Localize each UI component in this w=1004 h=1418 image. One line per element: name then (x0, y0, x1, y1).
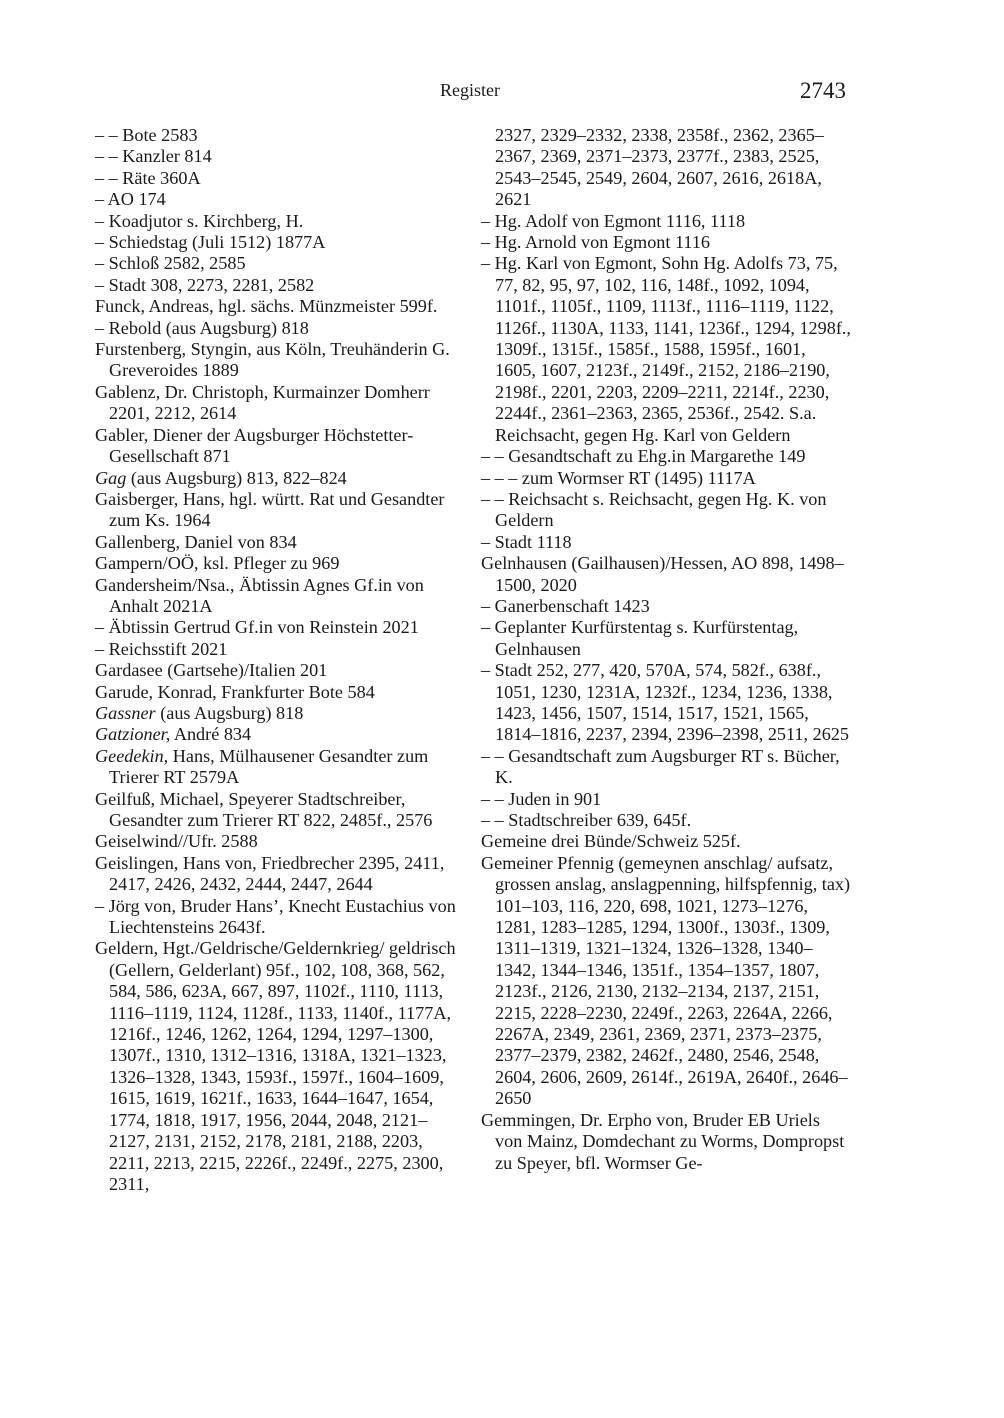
index-entry (481, 617, 851, 660)
index-entry-text: Geiselwind//Ufr. 2588 (95, 831, 258, 852)
index-entry (95, 703, 467, 724)
index-entry-text: Gemeine drei Bünde/Schweiz 525f. (481, 831, 741, 852)
index-entry-text: , Hans, Mülhausener Gesandter zum Trierer RT 2579A (109, 745, 429, 788)
index-entry (95, 125, 467, 146)
index-entry (481, 211, 851, 232)
index-column-left (95, 125, 467, 1195)
index-entry-italic-name: Geedekin (95, 745, 164, 766)
index-entry (481, 253, 851, 446)
index-entry (95, 189, 467, 210)
index-entry-text: – Schloß 2582, 2585 (95, 253, 246, 274)
index-entry-text: – Jörg von, Bruder Hans’, Knecht Eustachius von Liechtensteins 2643f. (95, 895, 456, 938)
index-entry-italic-name: Gag (95, 467, 127, 488)
index-entry (95, 789, 467, 832)
index-entry-italic-name: Gassner (95, 702, 156, 723)
index-entry-text: – Rebold (aus Augsburg) 818 (95, 317, 309, 338)
index-entry-text: Gemeiner Pfennig (gemeynen anschlag/ aufsatz, grossen anslag, anslagpenning, hilfspfennig, tax) 101–103, 116, 220, 698, 1021, 1273–1276, 1281, 1283–1285, 1294, 1300f., 1303f., 1309, 1311–1319, 1321–1324, 1326–1328, 1340–1342, 1344–1346, 1351f., 1354–1357, 1807, 2123f., 2126, 2130, 2132–2134, 2137, 2151, 2215, 2228–2230, 2249f., 2263, 2264A, 2266, 2267A, 2349, 2361, 2369, 2371, 2373–2375, 2377–2379, 2382, 2462f., 2480, 2546, 2548, 2604, 2606, 2609, 2614f., 2619A, 2640f., 2646–2650 (481, 852, 851, 1109)
index-entry-text: Gaisberger, Hans, hgl. württ. Rat und Gesandter zum Ks. 1964 (95, 488, 445, 531)
index-entry-text: Geldern, Hgt./Geldrische/Geldernkrieg/ geldrisch (Gellern, Gelderlant) 95f., 102, 108, 368, 562, 584, 586, 623A, 667, 897, 1102f., 1110, 1113, 1116–1119, 1124, 1128f., 1133, 1140f., 1177A, 1216f., 1246, 1262, 1264, 1294, 1297–1300, 1307f., 1310, 1312–1316, 1318A, 1321–1323, 1326–1328, 1343, 1593f., 1597f., 1604–1609, 1615, 1619, 1621f., 1633, 1644–1647, 1654, 1774, 1818, 1917, 1956, 2044, 2048, 2121–2127, 2131, 2152, 2178, 2181, 2188, 2203, 2211, 2213, 2215, 2226f., 2249f., 2275, 2300, 2311, (95, 938, 456, 1194)
index-entry (95, 660, 467, 681)
index-entry (95, 617, 467, 638)
index-entry-text: – Äbtissin Gertrud Gf.in von Reinstein 2021 (95, 617, 419, 638)
index-entry-text: Gandersheim/Nsa., Äbtissin Agnes Gf.in von Anhalt 2021A (95, 574, 424, 616)
index-entry (95, 296, 467, 317)
index-column-right (481, 125, 851, 1174)
page-number: 2743 (800, 78, 846, 103)
index-entry-text: – Stadt 308, 2273, 2281, 2582 (95, 274, 315, 295)
index-entry (95, 553, 467, 574)
index-entry (95, 575, 467, 618)
index-entry-text: – Koadjutor s. Kirchberg, H. (95, 210, 304, 231)
index-entry-text: – – – zum Wormser RT (1495) 1117A (481, 467, 756, 488)
index-entry (95, 639, 467, 660)
index-entry (95, 253, 467, 274)
index-entry (481, 596, 851, 617)
index-entry-text: – – Bote 2583 (95, 125, 198, 145)
index-entry-text: – AO 174 (95, 189, 166, 210)
index-entry-text: Gemmingen, Dr. Erpho von, Bruder EB Uriels von Mainz, Domdechant zu Worms, Dompropst zu Speyer, bfl. Wormser Ge- (481, 1109, 845, 1173)
index-entry-text: Furstenberg, Styngin, aus Köln, Treuhänderin G. Greveroides 1889 (95, 339, 450, 381)
index-entry (95, 489, 467, 532)
index-entry (95, 938, 467, 1195)
index-entry (481, 831, 851, 852)
index-entry-text: – – Gesandtschaft zum Augsburger RT s. Bücher, K. (481, 745, 840, 788)
index-entry-text: (aus Augsburg) 813, 822–824 (126, 467, 347, 488)
index-entry-text: – Stadt 1118 (481, 531, 572, 552)
index-entry (95, 425, 467, 468)
index-entry-text: – Ganerbenschaft 1423 (481, 595, 650, 616)
index-entry-text: André 834 (170, 724, 252, 745)
index-entry (95, 339, 467, 382)
index-entry-italic-name: Gatzioner, (95, 724, 171, 745)
index-entry (481, 468, 851, 489)
index-entry (481, 489, 851, 532)
index-entry (481, 553, 851, 596)
index-entry-text: Gampern/OÖ, ksl. Pfleger zu 969 (95, 553, 340, 574)
index-entry-text: – Hg. Adolf von Egmont 1116, 1118 (481, 210, 746, 231)
index-entry-text: Geislingen, Hans von, Friedbrecher 2395, 2411, 2417, 2426, 2432, 2444, 2447, 2644 (95, 852, 445, 895)
index-entry-text: – – Juden in 901 (481, 788, 602, 809)
index-entry (95, 532, 467, 553)
index-entry (95, 682, 467, 703)
running-header: Register (440, 80, 500, 100)
index-entry-text: Garude, Konrad, Frankfurter Bote 584 (95, 681, 375, 702)
index-entry-text: Gardasee (Gartsehe)/Italien 201 (95, 660, 328, 681)
index-entry-text: – – Kanzler 814 (95, 146, 212, 167)
index-entry-text: – Schiedstag (Juli 1512) 1877A (95, 232, 326, 253)
index-entry (95, 275, 467, 296)
index-entry-text: – – Stadtschreiber 639, 645f. (481, 810, 692, 830)
index-entry (481, 446, 851, 467)
index-entry-text: – – Gesandtschaft zu Ehg.in Margarethe 149 (481, 446, 806, 467)
index-entry-text: – Hg. Karl von Egmont, Sohn Hg. Adolfs 73, 75, 77, 82, 95, 97, 102, 116, 148f., 1092, 1094, 1101f., 1105f., 1109, 1113f., 1116–1119, 1122, 1126f., 1130A, 1133, 1141, 1236f., 1294, 1298f., 1309f., 1315f., 1585f., 1588, 1595f., 1601, 1605, 1607, 2123f., 2149f., 2152, 2186–2190, 2198f., 2201, 2203, 2209–2211, 2214f., 2230, 2244f., 2361–2363, 2365, 2536f., 2542. S.a. Reichsacht, gegen Hg. Karl von Geldern (481, 253, 851, 445)
index-entry (95, 896, 467, 939)
index-entry-text: – Hg. Arnold von Egmont 1116 (481, 232, 711, 253)
index-entry (95, 318, 467, 339)
index-entry-text: – Geplanter Kurfürstentag s. Kurfürstentag, Gelnhausen (481, 617, 799, 659)
index-entry-text: – Stadt 252, 277, 420, 570A, 574, 582f., 638f., 1051, 1230, 1231A, 1232f., 1234, 1236, 1338, 1423, 1456, 1507, 1514, 1517, 1521, 1565, 1814–1816, 2237, 2394, 2396–2398, 2511, 2625 (481, 660, 849, 745)
index-entry (481, 810, 851, 831)
index-entry (481, 746, 851, 789)
index-entry-text: Geilfuß, Michael, Speyerer Stadtschreiber, Gesandter zum Trierer RT 822, 2485f., 2576 (95, 788, 433, 830)
index-entry (481, 660, 851, 746)
index-entry (481, 532, 851, 553)
index-entry (95, 746, 467, 789)
index-entry-text: Gallenberg, Daniel von 834 (95, 531, 297, 552)
index-entry-text: Funck, Andreas, hgl. sächs. Münzmeister 599f. (95, 296, 438, 317)
index-entry (95, 168, 467, 189)
index-entry-text: Gabler, Diener der Augsburger Höchstetter-Gesellschaft 871 (95, 424, 414, 467)
index-entry (95, 232, 467, 253)
index-entry-text: – Reichsstift 2021 (95, 638, 228, 659)
index-entry-text: (aus Augsburg) 818 (155, 702, 304, 723)
index-entry (95, 724, 467, 745)
index-entry-text: 2327, 2329–2332, 2338, 2358f., 2362, 2365–2367, 2369, 2371–2373, 2377f., 2383, 2525, 2543–2545, 2549, 2604, 2607, 2616, 2618A, 2621 (495, 125, 824, 210)
index-entry-text: – – Reichsacht s. Reichsacht, gegen Hg. K. von Geldern (481, 488, 827, 531)
index-entry-text: Gablenz, Dr. Christoph, Kurmainzer Domherr 2201, 2212, 2614 (95, 381, 430, 424)
index-entry (95, 146, 467, 167)
index-entry-text: Gelnhausen (Gailhausen)/Hessen, AO 898, 1498–1500, 2020 (481, 553, 844, 595)
index-entry (481, 789, 851, 810)
index-entry (481, 125, 851, 211)
index-entry (95, 831, 467, 852)
index-entry (95, 853, 467, 896)
index-entry (95, 211, 467, 232)
index-entry (95, 382, 467, 425)
index-entry (481, 853, 851, 1110)
index-entry (95, 468, 467, 489)
index-entry (481, 232, 851, 253)
index-entry (481, 1110, 851, 1174)
index-entry-text: – – Räte 360A (95, 167, 201, 188)
